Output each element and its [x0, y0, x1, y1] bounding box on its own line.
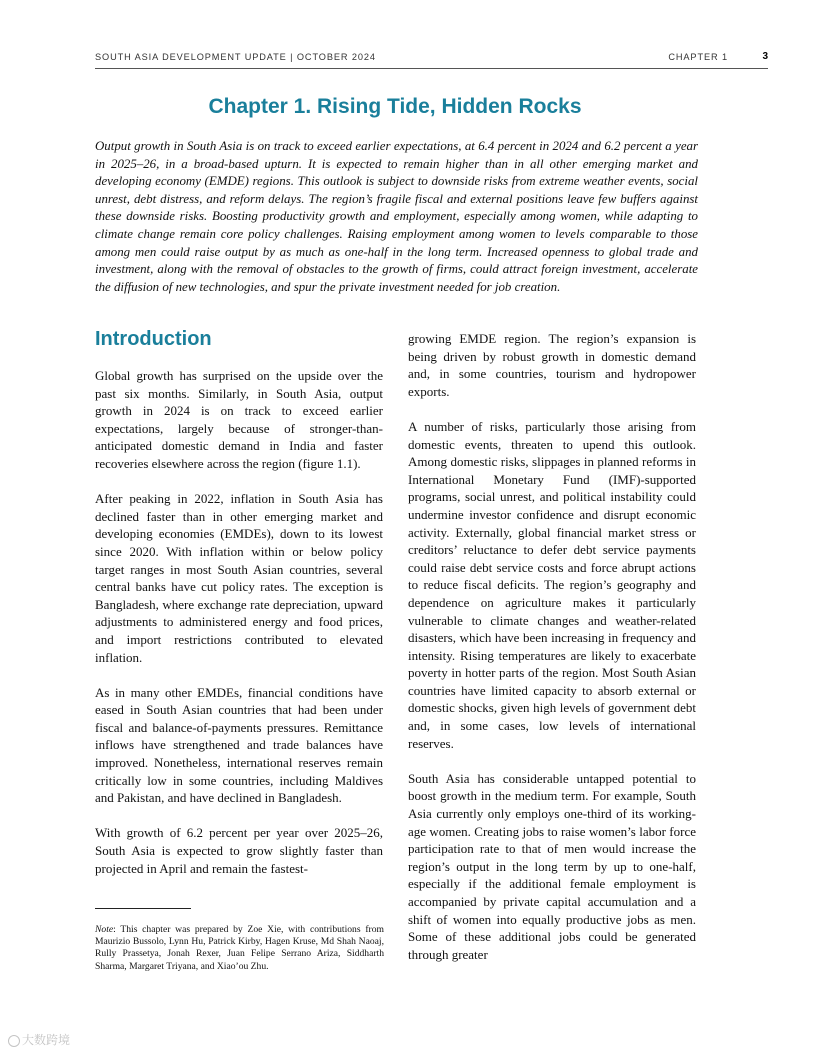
running-header [95, 52, 768, 66]
body-paragraph: growing EMDE region. The region’s expansion is being driven by robust growth in domestic demand and, in some countries, tourism and hydropower exports. [408, 331, 696, 399]
chapter-title: Chapter 1. Rising Tide, Hidden Rocks [208, 95, 582, 118]
footnote-text: : This chapter was prepared by Zoe Xie, with contributions from Maurizio Bussolo, Lynn Hu, Patrick Kirby, Hagen Kruse, Md Shah Naoaj, Rully Prassetya, Jonah Rexer, Juan Felipe Serrano Ariza, Siddharth Sharma, Margaret Triyana, and Xiao’ou Zhu. [95, 924, 384, 972]
chapter-abstract: Output growth in South Asia is on track to exceed earlier expectations, at 6.4 percent in 2024 and 6.2 percent a year in 2025–26, in a broad-based upturn. It is expected to remain higher than in all other emerging market and developing economy (EMDE) regions. This outlook is subject to downside risks from extreme weather events, social unrest, debt distress, and reform delays. The region’s fragile fiscal and external positions leave few buffers against these downside risks. Boosting productivity growth and employment, especially among women, while adapting to climate change remain core policy challenges. Raising employment among women to levels comparable to those among men could raise output by as much as one-half in the long term. Increased openness to global trade and investment, along with the removal of obstacles to the growth of firms, could attract foreign investment, accelerate the diffusion of new technologies, and spur the private investment needed for job creation. [95, 139, 698, 294]
left-column [95, 325, 383, 895]
body-paragraph: A number of risks, particularly those arising from domestic events, threaten to upend this outlook. Among domestic risks, slippages in planned reforms in International Monetary Fund (IMF)-supported programs, social unrest, and political instability could undermine investor confidence and disrupt economic activity. Externally, global financial market stress or creditors’ reluctance to defer debt service payments could raise debt service costs and force abrupt actions to reduce fiscal deficits. The region’s geography and dependence on agriculture makes it particularly vulnerable to climate changes and weather-related disasters, which have been increasing in frequency and intensity. Rising temperatures are likely to exacerbate poverty in hotter parts of the region. Most South Asian countries have limited capacity to absorb external or domestic shocks, given high levels of government debt and, in some cases, low levels of international reserves. [408, 418, 696, 751]
watermark [8, 1031, 70, 1048]
watermark-logo-icon [8, 1035, 20, 1047]
section-heading-introduction: Introduction [95, 328, 212, 350]
footnote [95, 924, 384, 973]
watermark-text: 大数跨境 [22, 1033, 71, 1047]
header-rule [95, 68, 768, 69]
footnote-lead: Note [95, 924, 114, 935]
right-column [408, 330, 696, 981]
body-paragraph: As in many other EMDEs, financial conditions have eased in South Asian countries that had been under fiscal and balance-of-payments pressures. Remittance inflows have strengthened and trade balances have improved. Nonetheless, international reserves remain critically low in some countries, including Maldives and Pakistan, and have declined in Bangladesh. [95, 684, 383, 806]
body-paragraph: Global growth has surprised on the upside over the past six months. Similarly, in South Asia, output growth in 2024 is on track to exceed earlier expectations, largely because of stronger-than-anticipated domestic demand in India and faster recoveries elsewhere across the region (figure 1.1). [95, 368, 383, 471]
body-paragraph: With growth of 6.2 percent per year over 2025–26, South Asia is expected to grow slightly faster than projected in April and remain the fastest- [95, 825, 383, 876]
body-paragraph: South Asia has considerable untapped potential to boost growth in the medium term. For example, South Asia currently only employs one-third of its working-age women. Creating jobs to raise women’s labor force participation rate to that of men would increase the region’s output in the long term by up to one-half, especially if the additional female employment is accompanied by private capital accumulation and a shift of women into equally productive jobs as men. Some of these additional jobs could be generated through greater [408, 770, 696, 962]
footnote-rule [95, 908, 191, 909]
page-number: 3 [762, 51, 768, 62]
body-paragraph: After peaking in 2022, inflation in South Asia has declined faster than in other emerging market and developing economies (EMDEs), down to its lowest since 2020. With inflation within or below policy target ranges in most South Asian countries, several central banks have cut policy rates. The exception is Bangladesh, where exchange rate depreciation, upward adjustments to administered energy and food prices, and import restrictions contributed to elevated inflation. [95, 491, 383, 665]
publication-title: SOUTH ASIA DEVELOPMENT UPDATE | OCTOBER 2024 [95, 52, 376, 62]
chapter-label: CHAPTER 1 [668, 52, 728, 62]
